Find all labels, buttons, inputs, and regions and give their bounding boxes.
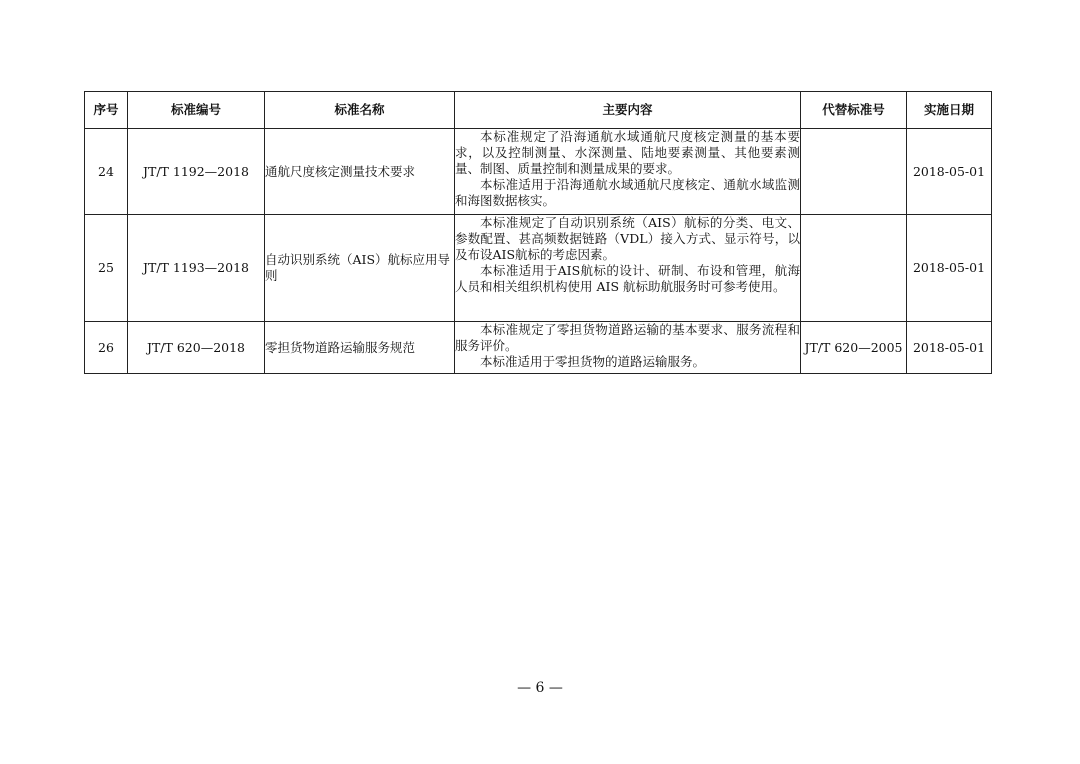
header-standard-code: 标准编号 (128, 92, 265, 129)
header-main-content: 主要内容 (455, 92, 801, 129)
cell-replaced-standard (801, 129, 907, 215)
table-row (85, 129, 992, 215)
content-paragraph: 本标准规定了零担货物道路运输的基本要求、服务流程和服务评价。 (455, 322, 800, 353)
cell-effective-date: 2018-05-01 (907, 215, 992, 322)
page-number: — 6 — (517, 680, 563, 696)
cell-standard-name: 零担货物道路运输服务规范 (265, 322, 455, 374)
content-paragraph: 本标准规定了沿海通航水域通航尺度核定测量的基本要求，以及控制测量、水深测量、陆地要素测量、其他要素测量、制图、质量控制和测量成果的要求。 (455, 129, 800, 176)
cell-serial-no: 25 (85, 215, 128, 322)
cell-serial-no: 26 (85, 322, 128, 374)
header-replaced-standard: 代替标准号 (801, 92, 907, 129)
header-serial-no: 序号 (85, 92, 128, 129)
header-effective-date: 实施日期 (907, 92, 992, 129)
table-row (85, 322, 992, 374)
cell-replaced-standard (801, 215, 907, 322)
cell-standard-code: JT/T 1193—2018 (128, 215, 265, 322)
cell-main-content (455, 129, 801, 215)
cell-effective-date: 2018-05-01 (907, 129, 992, 215)
cell-standard-code: JT/T 620—2018 (128, 322, 265, 374)
standards-table (84, 91, 992, 374)
cell-replaced-standard: JT/T 620—2005 (801, 322, 907, 374)
cell-standard-code: JT/T 1192—2018 (128, 129, 265, 215)
table-header-row (85, 92, 992, 129)
cell-effective-date: 2018-05-01 (907, 322, 992, 374)
cell-standard-name: 通航尺度核定测量技术要求 (265, 129, 455, 215)
cell-serial-no: 24 (85, 129, 128, 215)
content-paragraph: 本标准适用于AIS航标的设计、研制、布设和管理，航海人员和相关组织机构使用 AIS 航标助航服务时可参考使用。 (455, 263, 800, 294)
content-paragraph: 本标准适用于沿海通航水域通航尺度核定、通航水域监测和海图数据核实。 (455, 177, 800, 208)
cell-standard-name: 自动识别系统（AIS）航标应用导则 (265, 215, 455, 322)
table-row (85, 215, 992, 322)
cell-main-content (455, 215, 801, 322)
header-standard-name: 标准名称 (265, 92, 455, 129)
content-paragraph: 本标准适用于零担货物的道路运输服务。 (480, 354, 706, 369)
cell-main-content (455, 322, 801, 374)
content-paragraph: 本标准规定了自动识别系统（AIS）航标的分类、电文、参数配置、甚高频数据链路（VDL）接入方式、显示符号，以及布设AIS航标的考虑因素。 (455, 215, 800, 262)
